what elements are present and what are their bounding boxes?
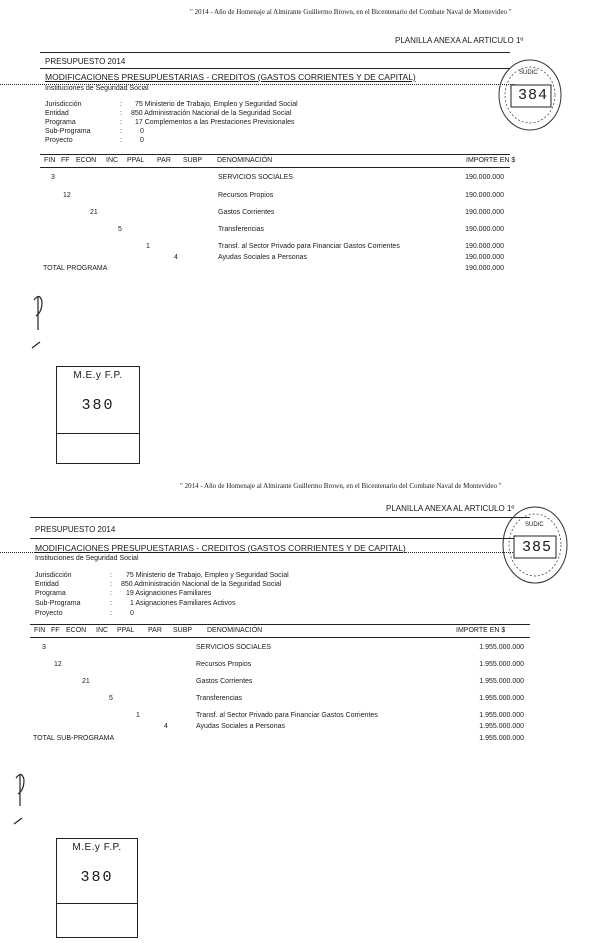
meta-sep: :	[120, 119, 122, 126]
meta-value: 19 Asignaciones Familiares	[126, 590, 212, 597]
meta-label: Proyecto	[45, 137, 73, 144]
row-code: 1	[146, 243, 150, 250]
budget-label: PRESUPUESTO 2014	[35, 525, 116, 534]
row-importe: 1.955.000.000	[479, 678, 524, 685]
row-importe: 1.955.000.000	[479, 661, 524, 668]
row-denominacion: Ayudas Sociales a Personas	[218, 254, 307, 261]
meta-label: Entidad	[45, 110, 69, 117]
rule	[0, 552, 535, 553]
header-note: " 2014 - Año de Homenaje al Almirante Guillermo Brown, en el Bicentenario del Combate Naval de Montevideo "	[180, 482, 502, 490]
col-denominacion: DENOMINACIÓN	[207, 627, 263, 634]
meta-value: 850 Administración Nacional de la Seguridad Social	[121, 581, 282, 588]
col-subp: SUBP	[183, 157, 203, 164]
meta-sep: :	[110, 572, 112, 579]
row-denominacion: Transf. al Sector Privado para Financiar Gastos Corrientes	[218, 243, 400, 250]
row-importe: 190.000.000	[465, 192, 504, 199]
meta-label: Entidad	[35, 581, 59, 588]
meta-value: 850 Administración Nacional de la Seguridad Social	[131, 110, 292, 117]
seal-number: 384	[518, 87, 549, 104]
meta-value: 0	[130, 610, 134, 617]
row-denominacion: SERVICIOS SOCIALES	[196, 644, 271, 651]
meta-sep: :	[110, 590, 112, 597]
stamp-line1: M.E.y F.P.	[72, 842, 122, 853]
row-code: 3	[51, 174, 55, 181]
col-subp: SUBP	[173, 627, 193, 634]
meta-sep: :	[120, 110, 122, 117]
row-importe: 190.000.000	[465, 209, 504, 216]
total-label: TOTAL SUB-PROGRAMA	[33, 735, 115, 742]
ministry-stamp	[56, 838, 138, 938]
row-denominacion: SERVICIOS SOCIALES	[218, 174, 293, 181]
row-code: 1	[136, 712, 140, 719]
row-importe: 1.955.000.000	[479, 723, 524, 730]
total-value: 1.955.000.000	[479, 735, 524, 742]
meta-value: 75 Ministerio de Trabajo, Empleo y Seguridad Social	[135, 101, 298, 108]
col-importe: IMPORTE EN $	[466, 157, 516, 164]
row-code: 4	[174, 254, 178, 261]
row-importe: 190.000.000	[465, 174, 504, 181]
budget-label: PRESUPUESTO 2014	[45, 57, 126, 66]
row-code: 4	[164, 723, 168, 730]
meta-sep: :	[120, 128, 122, 135]
rule	[40, 68, 510, 69]
seal-text: SUDIC	[525, 522, 544, 528]
signature-mark-icon	[30, 290, 50, 360]
seal-number: 385	[522, 539, 553, 556]
meta-sep: :	[120, 137, 122, 144]
meta-label: Proyecto	[35, 610, 63, 617]
meta-label: Jurisdicción	[45, 101, 82, 108]
row-denominacion: Recursos Propios	[196, 661, 252, 668]
meta-label: Sub-Programa	[35, 600, 81, 607]
meta-value: 1 Asignaciones Familiares Activos	[130, 600, 236, 607]
rule	[30, 624, 530, 625]
row-code: 12	[54, 661, 62, 668]
meta-sep: :	[120, 101, 122, 108]
row-importe: 1.955.000.000	[479, 695, 524, 702]
meta-sep: :	[110, 581, 112, 588]
header-note: " 2014 - Año de Homenaje al Almirante Guillermo Brown, en el Bicentenario del Combate Naval de Montevideo "	[190, 8, 512, 16]
meta-value: 75 Ministerio de Trabajo, Empleo y Seguridad Social	[126, 572, 289, 579]
signature-mark-icon	[12, 770, 32, 830]
meta-label: Programa	[35, 590, 66, 597]
institution: Instituciones de Seguridad Social	[45, 85, 149, 92]
row-denominacion: Transferencias	[196, 695, 243, 702]
col-inc: INC	[106, 157, 119, 164]
row-code: 5	[109, 695, 113, 702]
seal-text: SUDIC	[519, 70, 538, 76]
row-code: 12	[63, 192, 71, 199]
col-ppal: PPAL	[117, 627, 135, 634]
ministry-stamp	[56, 366, 140, 464]
col-ff: FF	[51, 627, 60, 634]
total-label: TOTAL PROGRAMA	[43, 265, 108, 272]
section-title: MODIFICACIONES PRESUPUESTARIAS - CREDITOS (GASTOS CORRIENTES Y DE CAPITAL)	[45, 72, 416, 82]
row-importe: 190.000.000	[465, 226, 504, 233]
col-par: PAR	[148, 627, 162, 634]
meta-label: Programa	[45, 119, 76, 126]
row-denominacion: Gastos Corrientes	[218, 209, 275, 216]
stamp-divider	[57, 903, 137, 904]
meta-label: Jurisdicción	[35, 572, 72, 579]
meta-value: 17 Complementos a las Prestaciones Previsionales	[135, 119, 295, 126]
meta-sep: :	[110, 610, 112, 617]
row-importe: 1.955.000.000	[479, 644, 524, 651]
stamp-line2: 380	[81, 397, 115, 414]
col-econ: ECON	[76, 157, 97, 164]
rule	[40, 52, 510, 53]
meta-label: Sub-Programa	[45, 128, 91, 135]
annex-title: PLANILLA ANEXA AL ARTICULO 1º	[395, 36, 524, 45]
col-ppal: PPAL	[127, 157, 145, 164]
col-denominacion: DENOMINACIÓN	[217, 157, 273, 164]
row-denominacion: Transf. al Sector Privado para Financiar Gastos Corrientes	[196, 712, 378, 719]
col-fin: FIN	[44, 157, 56, 164]
rule	[40, 167, 510, 168]
stamp-line2: 380	[80, 869, 114, 886]
row-importe: 1.955.000.000	[479, 712, 524, 719]
annex-title: PLANILLA ANEXA AL ARTICULO 1º	[386, 504, 515, 513]
row-denominacion: Transferencias	[218, 226, 265, 233]
stamp-divider	[57, 433, 139, 434]
institution: Instituciones de Seguridad Social	[35, 555, 139, 562]
total-value: 190.000.000	[465, 265, 504, 272]
col-ff: FF	[61, 157, 70, 164]
rule	[30, 637, 530, 638]
row-importe: 190.000.000	[465, 254, 504, 261]
row-code: 21	[90, 209, 98, 216]
col-inc: INC	[96, 627, 109, 634]
row-denominacion: Ayudas Sociales a Personas	[196, 723, 285, 730]
meta-value: 0	[140, 128, 144, 135]
row-code: 21	[82, 678, 90, 685]
row-importe: 190.000.000	[465, 243, 504, 250]
meta-sep: :	[110, 600, 112, 607]
row-denominacion: Recursos Propios	[218, 192, 274, 199]
row-code: 5	[118, 226, 122, 233]
col-par: PAR	[157, 157, 171, 164]
rule	[40, 154, 510, 155]
col-importe: IMPORTE EN $	[456, 627, 506, 634]
section-title: MODIFICACIONES PRESUPUESTARIAS - CREDITOS (GASTOS CORRIENTES Y DE CAPITAL)	[35, 543, 406, 553]
col-fin: FIN	[34, 627, 46, 634]
stamp-line1: M.E.y F.P.	[73, 370, 123, 381]
row-denominacion: Gastos Corrientes	[196, 678, 253, 685]
meta-value: 0	[140, 137, 144, 144]
col-econ: ECON	[66, 627, 87, 634]
row-code: 3	[42, 644, 46, 651]
rule	[30, 538, 530, 539]
rule	[30, 517, 530, 518]
